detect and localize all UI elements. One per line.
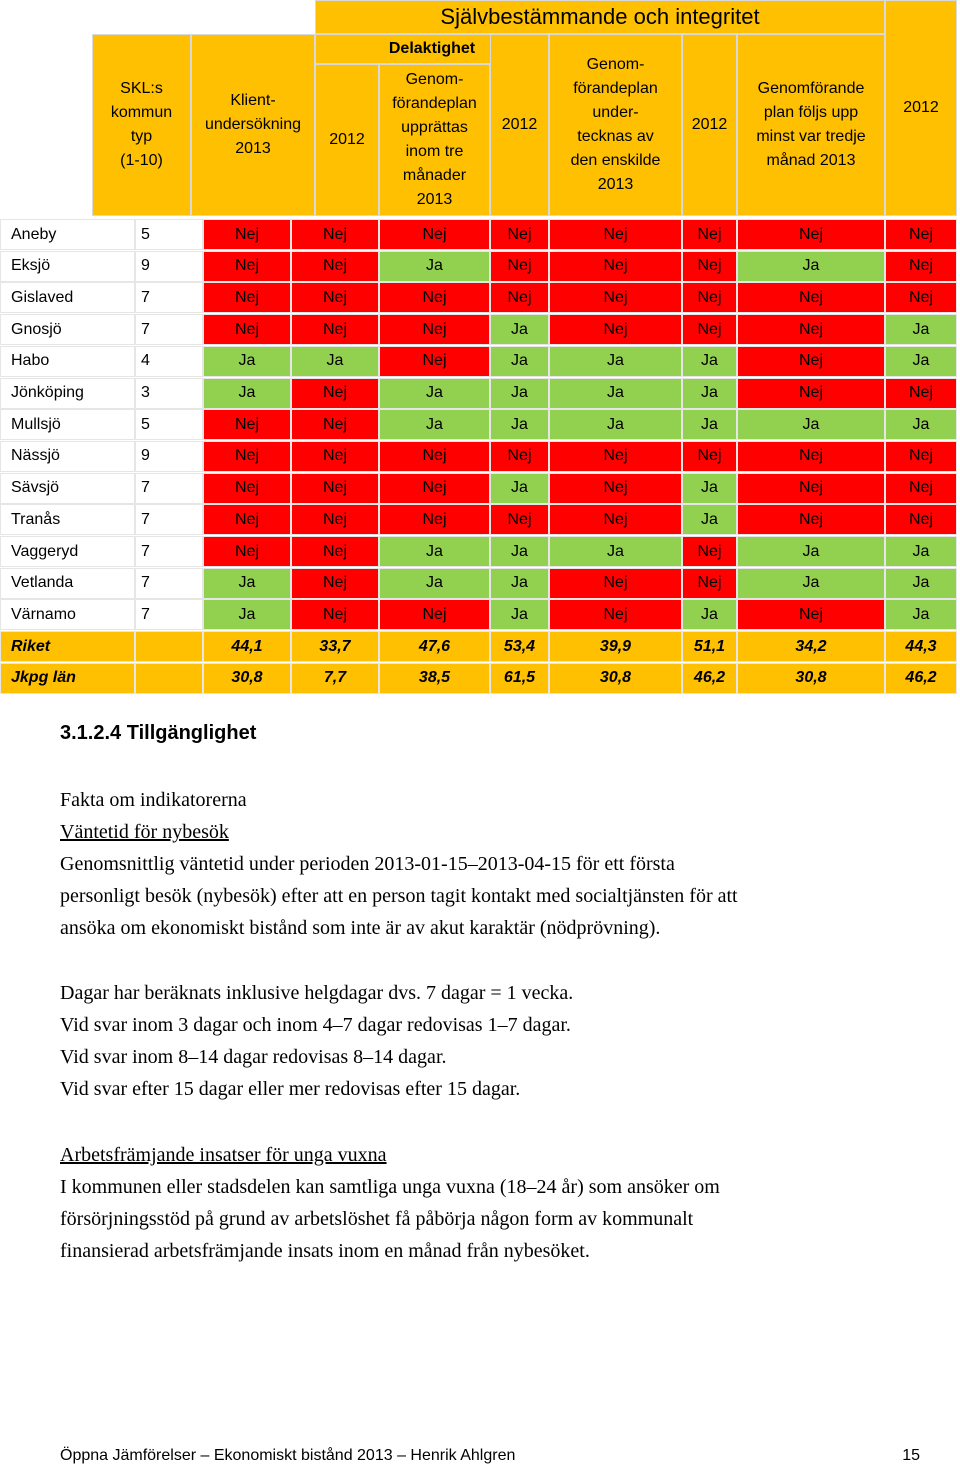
header-plan-sign-line: den enskilde xyxy=(570,152,661,169)
status-cell: Nej xyxy=(885,504,957,535)
header-klient-line: undersökning xyxy=(204,116,302,133)
wait-line-1: Genomsnittlig väntetid under perioden 2013-01-15–2013-04-15 för ett första xyxy=(60,853,675,875)
header-plan-follow-line: minst var tredje xyxy=(756,128,866,145)
status-cell: Nej xyxy=(490,441,549,472)
status-cell: Ja xyxy=(737,251,885,282)
status-cell: Nej xyxy=(682,314,737,345)
wait-line-3: ansöka om ekonomiskt bistånd som inte är av akut karaktär (nödprövning). xyxy=(60,917,661,939)
status-cell: Nej xyxy=(379,219,490,250)
summary-value: 39,9 xyxy=(549,631,682,662)
status-cell: Nej xyxy=(885,219,957,250)
status-cell: Ja xyxy=(885,314,957,345)
table-row xyxy=(0,568,957,599)
table-row xyxy=(0,282,957,313)
table-row xyxy=(0,536,957,567)
header-skl-typ-line: kommun xyxy=(110,104,173,121)
municipality-type: 7 xyxy=(135,568,203,599)
status-cell: Nej xyxy=(291,599,379,630)
status-cell: Nej xyxy=(379,282,490,313)
wait-heading: Väntetid för nybesök xyxy=(60,821,229,843)
summary-value: 7,7 xyxy=(291,663,379,694)
header-plan-sign-line: förandeplan xyxy=(573,80,658,97)
table-row xyxy=(0,378,957,409)
municipality-name: Jönköping xyxy=(0,378,135,409)
header-plan-3m-line: Genom- xyxy=(405,71,464,88)
status-cell: Nej xyxy=(885,378,957,409)
status-cell: Nej xyxy=(203,282,291,313)
page-number: 15 xyxy=(902,1447,920,1464)
status-cell: Nej xyxy=(203,251,291,282)
status-cell: Ja xyxy=(682,599,737,630)
status-cell: Ja xyxy=(885,599,957,630)
table-header xyxy=(0,0,957,216)
status-cell: Ja xyxy=(737,536,885,567)
status-cell: Nej xyxy=(379,441,490,472)
header-plan-follow-line: Genomförande xyxy=(757,80,865,97)
municipality-type: 7 xyxy=(135,599,203,630)
summary-value: 30,8 xyxy=(549,663,682,694)
municipality-name: Värnamo xyxy=(0,599,135,630)
wait-line-2: personligt besök (nybesök) efter att en person tagit kontakt med socialtjänsten för att xyxy=(60,885,738,907)
status-cell: Nej xyxy=(549,251,682,282)
summary-value: 34,2 xyxy=(737,631,885,662)
municipality-type: 3 xyxy=(135,378,203,409)
header-plan-3m-line: förandeplan xyxy=(392,95,477,112)
municipality-type: 5 xyxy=(135,409,203,440)
status-cell: Nej xyxy=(203,409,291,440)
header-plan-follow-line: månad 2013 xyxy=(766,152,856,169)
status-cell: Nej xyxy=(549,504,682,535)
status-cell: Nej xyxy=(682,536,737,567)
status-cell: Ja xyxy=(549,409,682,440)
status-cell: Nej xyxy=(379,599,490,630)
status-cell: Nej xyxy=(549,282,682,313)
status-cell: Nej xyxy=(203,473,291,504)
header-plan-sign-line: Genom- xyxy=(586,56,645,73)
status-cell: Ja xyxy=(379,378,490,409)
status-cell: Ja xyxy=(737,409,885,440)
status-cell: Ja xyxy=(682,378,737,409)
municipality-name: Vaggeryd xyxy=(0,536,135,567)
status-cell: Ja xyxy=(203,599,291,630)
municipality-type: 9 xyxy=(135,251,203,282)
work-line-3: finansierad arbetsfrämjande insats inom en månad från nybesöket. xyxy=(60,1240,590,1262)
status-cell: Ja xyxy=(291,346,379,377)
header-skl-typ-line: (1-10) xyxy=(120,152,163,169)
status-cell: Nej xyxy=(291,536,379,567)
municipality-name: Nässjö xyxy=(0,441,135,472)
header-plan-sign-line: 2013 xyxy=(597,176,634,193)
status-cell: Nej xyxy=(291,441,379,472)
municipality-type: 7 xyxy=(135,314,203,345)
header-2012-a: 2012 xyxy=(315,64,379,216)
municipality-name: Gislaved xyxy=(0,282,135,313)
table-row xyxy=(0,599,957,630)
status-cell: Nej xyxy=(682,251,737,282)
status-cell: Nej xyxy=(885,251,957,282)
work-line-2: försörjningsstöd på grund av arbetslöshet få påbörja någon form av kommunalt xyxy=(60,1208,694,1230)
status-cell: Nej xyxy=(203,441,291,472)
status-cell: Ja xyxy=(549,346,682,377)
municipality-name: Mullsjö xyxy=(0,409,135,440)
municipality-name: Riket xyxy=(0,631,135,662)
header-klient-line: Klient- xyxy=(230,92,276,109)
days-line-1: Dagar har beräknats inklusive helgdagar dvs. 7 dagar = 1 vecka. xyxy=(60,982,574,1004)
header-plan-3m xyxy=(379,64,490,216)
status-cell: Nej xyxy=(549,568,682,599)
status-cell: Nej xyxy=(379,473,490,504)
status-cell: Nej xyxy=(682,219,737,250)
status-cell: Nej xyxy=(737,282,885,313)
municipality-type: 7 xyxy=(135,536,203,567)
table-row xyxy=(0,409,957,440)
status-cell: Ja xyxy=(490,536,549,567)
status-cell: Ja xyxy=(379,536,490,567)
status-cell: Ja xyxy=(885,568,957,599)
status-cell: Ja xyxy=(203,346,291,377)
status-cell: Ja xyxy=(885,346,957,377)
days-line-4: Vid svar efter 15 dagar eller mer redovisas efter 15 dagar. xyxy=(60,1078,521,1100)
status-cell: Nej xyxy=(549,314,682,345)
status-cell: Nej xyxy=(549,441,682,472)
header-plan-3m-line: upprättas xyxy=(401,119,468,136)
header-2012-d: 2012 xyxy=(885,0,957,216)
header-plan-follow xyxy=(737,34,885,216)
summary-value: 46,2 xyxy=(885,663,957,694)
summary-value: 44,3 xyxy=(885,631,957,662)
status-cell: Nej xyxy=(682,441,737,472)
page-footer xyxy=(60,1447,920,1465)
header-plan-sign xyxy=(549,34,682,216)
status-cell: Nej xyxy=(291,251,379,282)
status-cell: Nej xyxy=(490,219,549,250)
status-cell: Ja xyxy=(379,251,490,282)
status-cell: Nej xyxy=(682,282,737,313)
status-cell: Nej xyxy=(291,378,379,409)
header-plan-sign-line: under- xyxy=(592,104,639,121)
summary-value: 46,2 xyxy=(682,663,737,694)
header-klient xyxy=(191,34,315,216)
status-cell: Nej xyxy=(379,504,490,535)
status-cell: Nej xyxy=(737,346,885,377)
facts-heading: Fakta om indikatorerna xyxy=(60,789,247,811)
municipality-name: Jkpg län xyxy=(0,663,135,694)
summary-value: 44,1 xyxy=(203,631,291,662)
summary-value: 61,5 xyxy=(490,663,549,694)
status-cell: Nej xyxy=(203,314,291,345)
status-cell: Nej xyxy=(291,282,379,313)
header-2012-c: 2012 xyxy=(682,34,737,216)
status-cell: Ja xyxy=(885,409,957,440)
status-cell: Nej xyxy=(379,314,490,345)
status-cell: Nej xyxy=(682,568,737,599)
municipality-name: Tranås xyxy=(0,504,135,535)
status-cell: Ja xyxy=(490,409,549,440)
header-plan-3m-line: 2013 xyxy=(416,191,453,208)
status-cell: Nej xyxy=(291,473,379,504)
status-cell: Nej xyxy=(737,314,885,345)
municipality-type: 9 xyxy=(135,441,203,472)
status-cell: Nej xyxy=(737,219,885,250)
table-row xyxy=(0,473,957,504)
municipality-type: 7 xyxy=(135,282,203,313)
header-plan-follow-line: plan följs upp xyxy=(763,104,859,121)
summary-value: 53,4 xyxy=(490,631,549,662)
section-heading: 3.1.2.4 Tillgänglighet xyxy=(60,722,257,744)
status-cell: Ja xyxy=(490,346,549,377)
status-cell: Nej xyxy=(291,504,379,535)
status-cell: Ja xyxy=(490,599,549,630)
header-plan-3m-line: inom tre xyxy=(405,143,464,160)
summary-value: 33,7 xyxy=(291,631,379,662)
status-cell: Nej xyxy=(885,282,957,313)
header-klient-line: 2013 xyxy=(235,140,271,157)
summary-value: 38,5 xyxy=(379,663,490,694)
table-row xyxy=(0,219,957,250)
table-subtitle: Delaktighet xyxy=(315,34,549,64)
status-cell: Ja xyxy=(490,378,549,409)
municipality-name: Gnosjö xyxy=(0,314,135,345)
municipality-type: 4 xyxy=(135,346,203,377)
work-line-1: I kommunen eller stadsdelen kan samtliga unga vuxna (18–24 år) som ansöker om xyxy=(60,1176,720,1198)
status-cell: Nej xyxy=(203,504,291,535)
footer-text: Öppna Jämförelser – Ekonomiskt bistånd 2013 – Henrik Ahlgren xyxy=(60,1447,516,1464)
table-row xyxy=(0,346,957,377)
status-cell: Ja xyxy=(885,536,957,567)
status-cell: Nej xyxy=(490,251,549,282)
municipality-name: Aneby xyxy=(0,219,135,250)
status-cell: Nej xyxy=(490,504,549,535)
status-cell: Ja xyxy=(379,409,490,440)
status-cell: Ja xyxy=(379,568,490,599)
status-cell: Ja xyxy=(490,568,549,599)
summary-row xyxy=(0,631,957,662)
municipality-type xyxy=(135,631,203,662)
status-cell: Ja xyxy=(203,378,291,409)
table-row xyxy=(0,441,957,472)
status-cell: Nej xyxy=(203,536,291,567)
status-cell: Nej xyxy=(291,314,379,345)
status-cell: Nej xyxy=(737,504,885,535)
status-cell: Nej xyxy=(737,378,885,409)
header-2012-b: 2012 xyxy=(490,34,549,216)
status-cell: Nej xyxy=(291,409,379,440)
status-cell: Ja xyxy=(682,504,737,535)
summary-value: 47,6 xyxy=(379,631,490,662)
table-title: Självbestämmande och integritet xyxy=(315,0,885,34)
work-heading: Arbetsfrämjande insatser för unga vuxna xyxy=(60,1144,387,1166)
summary-value: 30,8 xyxy=(203,663,291,694)
status-cell: Nej xyxy=(549,473,682,504)
municipality-name: Habo xyxy=(0,346,135,377)
summary-value: 51,1 xyxy=(682,631,737,662)
table-row xyxy=(0,314,957,345)
days-line-3: Vid svar inom 8–14 dagar redovisas 8–14 dagar. xyxy=(60,1046,447,1068)
status-cell: Ja xyxy=(203,568,291,599)
status-cell: Nej xyxy=(379,346,490,377)
status-cell: Ja xyxy=(682,409,737,440)
status-cell: Ja xyxy=(737,568,885,599)
header-plan-3m-line: månader xyxy=(402,167,467,184)
table-row xyxy=(0,251,957,282)
status-cell: Ja xyxy=(682,346,737,377)
status-cell: Ja xyxy=(549,378,682,409)
status-cell: Nej xyxy=(885,473,957,504)
status-cell: Ja xyxy=(549,536,682,567)
status-cell: Nej xyxy=(737,441,885,472)
municipality-type: 5 xyxy=(135,219,203,250)
status-cell: Ja xyxy=(682,473,737,504)
municipality-name: Sävsjö xyxy=(0,473,135,504)
status-cell: Ja xyxy=(490,473,549,504)
status-cell: Nej xyxy=(490,282,549,313)
status-cell: Nej xyxy=(291,219,379,250)
status-cell: Nej xyxy=(291,568,379,599)
header-skl-typ-line: SKL:s xyxy=(120,80,163,97)
status-cell: Ja xyxy=(490,314,549,345)
municipality-name: Vetlanda xyxy=(0,568,135,599)
municipality-type: 7 xyxy=(135,473,203,504)
status-cell: Nej xyxy=(203,219,291,250)
status-cell: Nej xyxy=(737,599,885,630)
status-cell: Nej xyxy=(737,473,885,504)
municipality-type xyxy=(135,663,203,694)
summary-row xyxy=(0,663,957,694)
municipality-name: Eksjö xyxy=(0,251,135,282)
summary-value: 30,8 xyxy=(737,663,885,694)
municipality-type: 7 xyxy=(135,504,203,535)
table-row xyxy=(0,504,957,535)
header-plan-sign-line: tecknas av xyxy=(577,128,654,145)
status-cell: Nej xyxy=(885,441,957,472)
days-line-2: Vid svar inom 3 dagar och inom 4–7 dagar redovisas 1–7 dagar. xyxy=(60,1014,571,1036)
status-cell: Nej xyxy=(549,599,682,630)
header-skl-typ xyxy=(92,34,191,216)
header-skl-typ-line: typ xyxy=(130,128,153,145)
status-cell: Nej xyxy=(549,219,682,250)
